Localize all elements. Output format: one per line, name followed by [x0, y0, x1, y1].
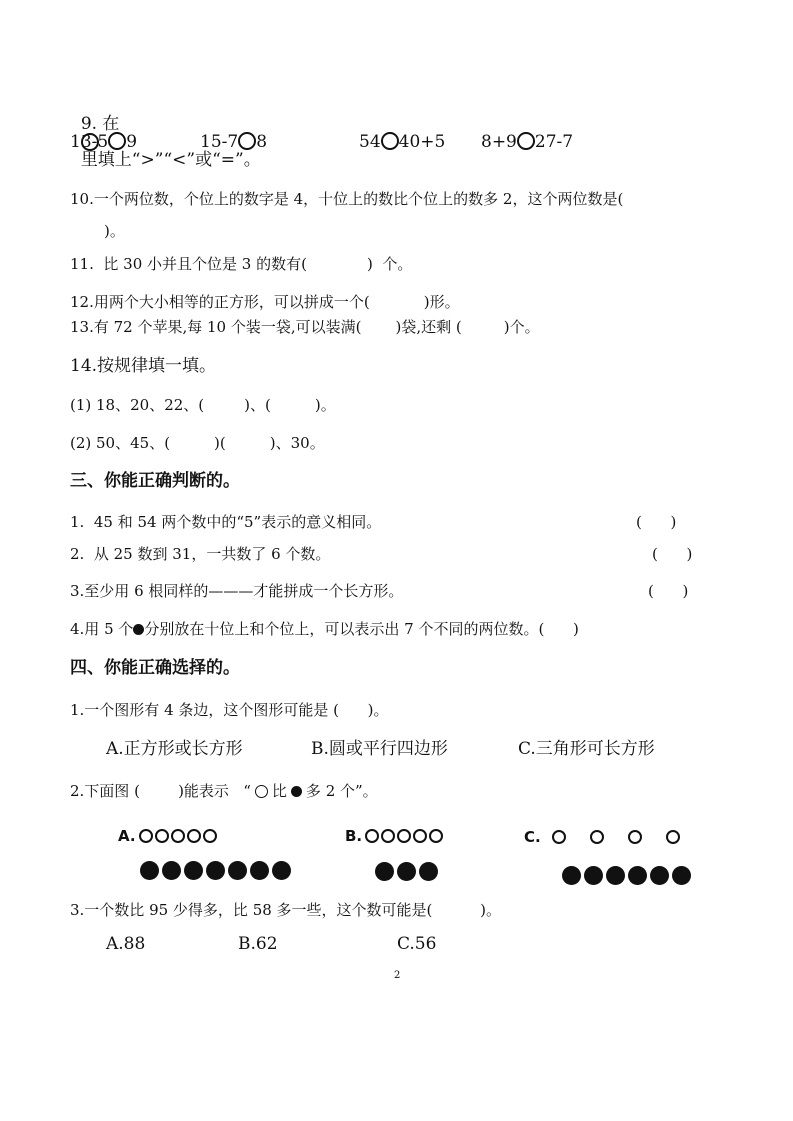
white-circle-icon: [552, 830, 566, 844]
q14-row2-b: )(: [214, 434, 226, 452]
white-circle-icon: [429, 829, 443, 843]
s4-q3-option-c[interactable]: C.56: [397, 934, 437, 954]
white-circle-icon: [666, 830, 680, 844]
q9-item-1-left: 13-5: [70, 132, 109, 152]
s3-item-4-b: 分别放在十位上和个位上，可以表示出 7 个不同的两位数。: [144, 620, 539, 638]
q11-text-a: 11. 比 30 小并且个位是 3 的数有(: [70, 255, 307, 273]
q11-text-b: ) 个。: [366, 255, 413, 273]
black-dot-icon: [397, 862, 416, 881]
option-c-black-dots: [562, 866, 694, 885]
s3-item-4-a: 4.用 5 个: [70, 620, 134, 638]
s3-item-3: 3.至少用 6 根同样的———才能拼成一个长方形。: [70, 582, 404, 600]
q10-line2: )。: [104, 222, 125, 240]
compare-circle-icon[interactable]: [238, 132, 256, 150]
q14-row1-a: (1) 18、20、22、(: [70, 396, 205, 414]
q9-item-4: [481, 132, 573, 151]
white-circle-icon: [203, 829, 217, 843]
q13-text-c: )个。: [503, 318, 540, 336]
s4-q2-option-a[interactable]: [118, 827, 219, 845]
white-circle-icon: [413, 829, 427, 843]
white-circle-icon: [381, 829, 395, 843]
black-dot-icon: [272, 861, 291, 880]
compare-circle-icon[interactable]: [517, 132, 535, 150]
black-dot-icon: [584, 866, 603, 885]
s4-q1-option-b[interactable]: B.圆或平行四边形: [311, 739, 448, 759]
s4-q3-stem: 3.一个数比 95 少得多，比 58 多一些，这个数可能是( )。: [70, 901, 501, 919]
option-b-black-dots: [375, 862, 441, 881]
q11-text: [70, 257, 412, 272]
q13-text-a: 13.有 72 个苹果,每 10 个装一袋,可以装满(: [70, 318, 362, 336]
option-a-label: A.: [118, 827, 136, 845]
s3-item-3-answer[interactable]: ( ): [648, 582, 689, 600]
q12-text-a: 12.用两个大小相等的正方形，可以拼成一个(: [70, 293, 370, 311]
s3-item-2: 2. 从 25 数到 31，一共数了 6 个数。: [70, 545, 331, 563]
section3-title: 三、你能正确判断的。: [70, 471, 240, 491]
black-dot-icon: [162, 861, 181, 880]
white-circle-icon: [590, 830, 604, 844]
white-circle-icon: [255, 785, 268, 798]
white-circle-icon: [628, 830, 642, 844]
white-circle-icon: [397, 829, 411, 843]
s4-q2-stem-c: 多 2 个”。: [305, 782, 378, 800]
black-dot-icon: [228, 861, 247, 880]
white-circle-icon: [139, 829, 153, 843]
s4-q2-stem: [70, 784, 378, 799]
s4-q1-stem: 1.一个图形有 4 条边，这个图形可能是 ( )。: [70, 701, 389, 719]
q14-row1-b: )、(: [244, 396, 271, 414]
white-circle-icon: [155, 829, 169, 843]
black-dot-icon: [206, 861, 225, 880]
q9-item-4-left: 8+9: [481, 132, 517, 152]
s4-q2-option-c[interactable]: [524, 828, 682, 846]
q9-item-3-right: 40+5: [398, 132, 446, 152]
black-dot-icon: [140, 861, 159, 880]
s3-item-4-answer[interactable]: ( ): [538, 620, 579, 638]
black-dot-icon: [375, 862, 394, 881]
compare-circle-icon[interactable]: [108, 132, 126, 150]
q14-row2-c: )、30。: [269, 434, 325, 452]
black-dot-icon: [291, 786, 302, 797]
q14-row2: [70, 436, 325, 451]
black-dot-icon: [628, 866, 647, 885]
q13-text: [70, 320, 540, 335]
s4-q3-option-b[interactable]: B.62: [238, 934, 278, 954]
black-dot-icon: [562, 866, 581, 885]
option-c-white-circles: [552, 830, 682, 844]
option-b-white-circles: [365, 829, 445, 843]
q9-item-3-left: 54: [359, 132, 381, 152]
q9-item-4-right: 27-7: [534, 132, 574, 152]
s4-q2-option-b[interactable]: [345, 827, 445, 845]
q9-heading-b: 里填上“>”“<”或“=”。: [80, 150, 261, 170]
q9-item-3: [359, 132, 445, 151]
s3-item-1-answer[interactable]: ( ): [636, 513, 677, 531]
q14-row1: [70, 398, 336, 413]
option-a-black-dots: [140, 861, 294, 880]
s4-q1-option-a[interactable]: A.正方形或长方形: [106, 739, 243, 759]
q9-item-2-right: 8: [256, 132, 268, 152]
s4-q2-stem-b: 比: [271, 782, 287, 800]
black-dot-icon: [650, 866, 669, 885]
q12-text: [70, 295, 460, 310]
section4-title: 四、你能正确选择的。: [70, 658, 240, 678]
q9-item-2-left: 15-7: [200, 132, 239, 152]
q14-row1-c: )。: [314, 396, 336, 414]
s3-item-1: 1. 45 和 54 两个数中的“5”表示的意义相同。: [70, 513, 382, 531]
black-dot-icon: [606, 866, 625, 885]
compare-circle-icon[interactable]: [381, 132, 399, 150]
q14-row2-a: (2) 50、45、(: [70, 434, 171, 452]
q9-item-1: [70, 132, 137, 151]
s4-q1-option-c[interactable]: C.三角形可长方形: [518, 739, 655, 759]
q9-item-1-right: 9: [126, 132, 138, 152]
q14-title: 14.按规律填一填。: [70, 356, 217, 376]
q12-text-b: )形。: [423, 293, 460, 311]
white-circle-icon: [187, 829, 201, 843]
black-dot-icon: [250, 861, 269, 880]
white-circle-icon: [365, 829, 379, 843]
black-dot-icon: [419, 862, 438, 881]
black-dot-icon: [672, 866, 691, 885]
s3-item-4: [70, 622, 579, 637]
option-c-label: C.: [524, 828, 541, 846]
q13-text-b: )袋,还剩 (: [395, 318, 462, 336]
s4-q2-stem-a: 2.下面图 ( )能表示 “: [70, 782, 251, 800]
page-number: 2: [394, 970, 401, 981]
s4-q3-option-a[interactable]: A.88: [106, 934, 146, 954]
option-a-white-circles: [139, 829, 219, 843]
q9-heading-a: 9. 在: [80, 114, 120, 134]
s3-item-2-answer[interactable]: ( ): [652, 545, 693, 563]
q9-item-2: [200, 132, 267, 151]
black-dot-icon: [133, 624, 144, 635]
black-dot-icon: [184, 861, 203, 880]
q10-line1: 10.一个两位数，个位上的数字是 4，十位上的数比个位上的数多 2，这个两位数是(: [70, 190, 624, 208]
option-b-label: B.: [345, 827, 363, 845]
white-circle-icon: [171, 829, 185, 843]
